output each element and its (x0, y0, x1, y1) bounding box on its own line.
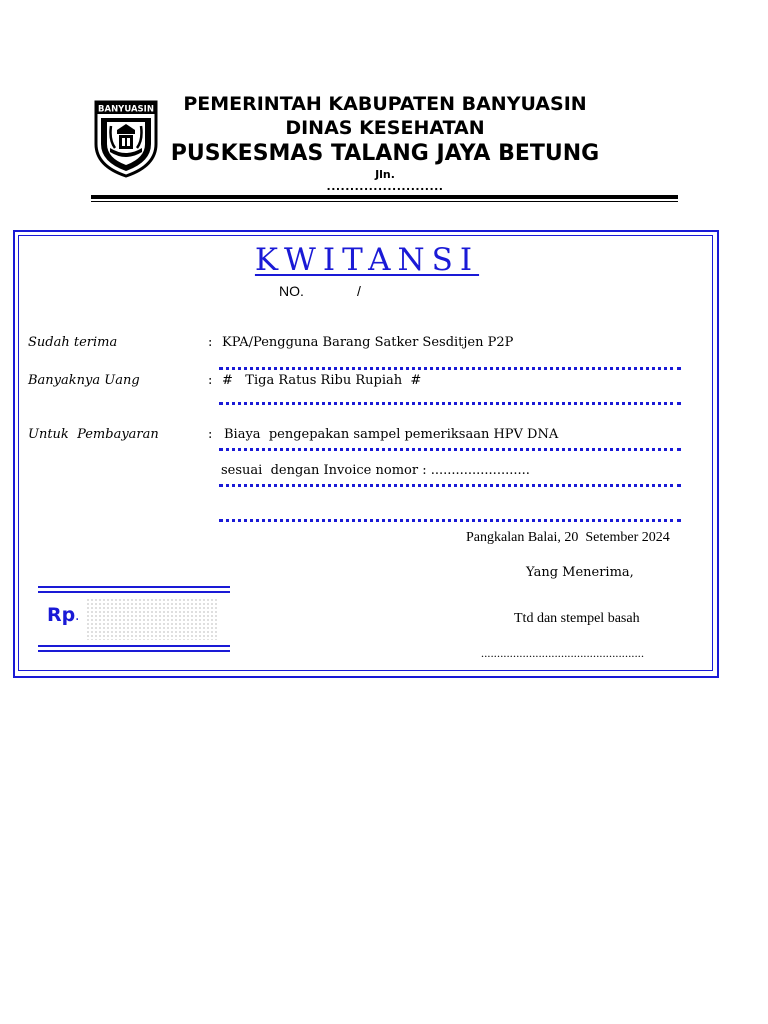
amount-rule (38, 591, 230, 593)
field-value-received-from: KPA/Pengguna Barang Satker Sesditjen P2P (222, 335, 514, 350)
field-colon: : (208, 373, 213, 388)
amount-shaded-field (86, 598, 219, 640)
receipt-number-separator: / (357, 283, 361, 299)
dotted-line (219, 484, 681, 487)
signature-note: Ttd dan stempel basah (514, 611, 640, 626)
field-label-payment-for: Untuk Pembayaran (28, 427, 159, 442)
header-department: DINAS KESEHATAN (285, 117, 485, 139)
amount-dot: . (75, 608, 80, 624)
dotted-line (219, 448, 681, 451)
receipt-number-label: NO. (279, 283, 304, 299)
amount-rule (38, 645, 230, 647)
header-address-blank: ......................... (326, 180, 444, 193)
field-label-amount-words: Banyaknya Uang (28, 373, 140, 388)
amount-currency-label: Rp (47, 604, 76, 626)
receiver-label: Yang Menerima, (526, 565, 634, 580)
field-colon: : (208, 427, 213, 442)
amount-rule (38, 586, 230, 588)
field-value-payment-for-line2: sesuai dengan Invoice nomor : ........................ (221, 463, 530, 478)
dotted-line (219, 402, 681, 405)
signature-line: ................................................... (481, 646, 645, 660)
header-clinic-name: PUSKESMAS TALANG JAYA BETUNG (170, 141, 600, 166)
dotted-line (219, 367, 681, 370)
place-date: Pangkalan Balai, 20 Setember 2024 (466, 530, 670, 545)
field-value-amount-words: # Tiga Ratus Ribu Rupiah # (222, 373, 422, 388)
banyuasin-logo-icon (93, 100, 159, 178)
header-government: PEMERINTAH KABUPATEN BANYUASIN (183, 93, 587, 115)
header-divider-thin (91, 201, 678, 202)
receipt-title: KWITANSI (254, 242, 480, 278)
dotted-line (219, 519, 681, 522)
field-label-received-from: Sudah terima (28, 335, 118, 350)
field-colon: : (208, 335, 213, 350)
logo-text: BANYUASIN (98, 104, 154, 115)
header-address-label: Jln. (375, 168, 395, 181)
header-divider-thick (91, 195, 678, 199)
amount-rule (38, 650, 230, 652)
field-value-payment-for: Biaya pengepakan sampel pemeriksaan HPV DNA (224, 427, 559, 442)
